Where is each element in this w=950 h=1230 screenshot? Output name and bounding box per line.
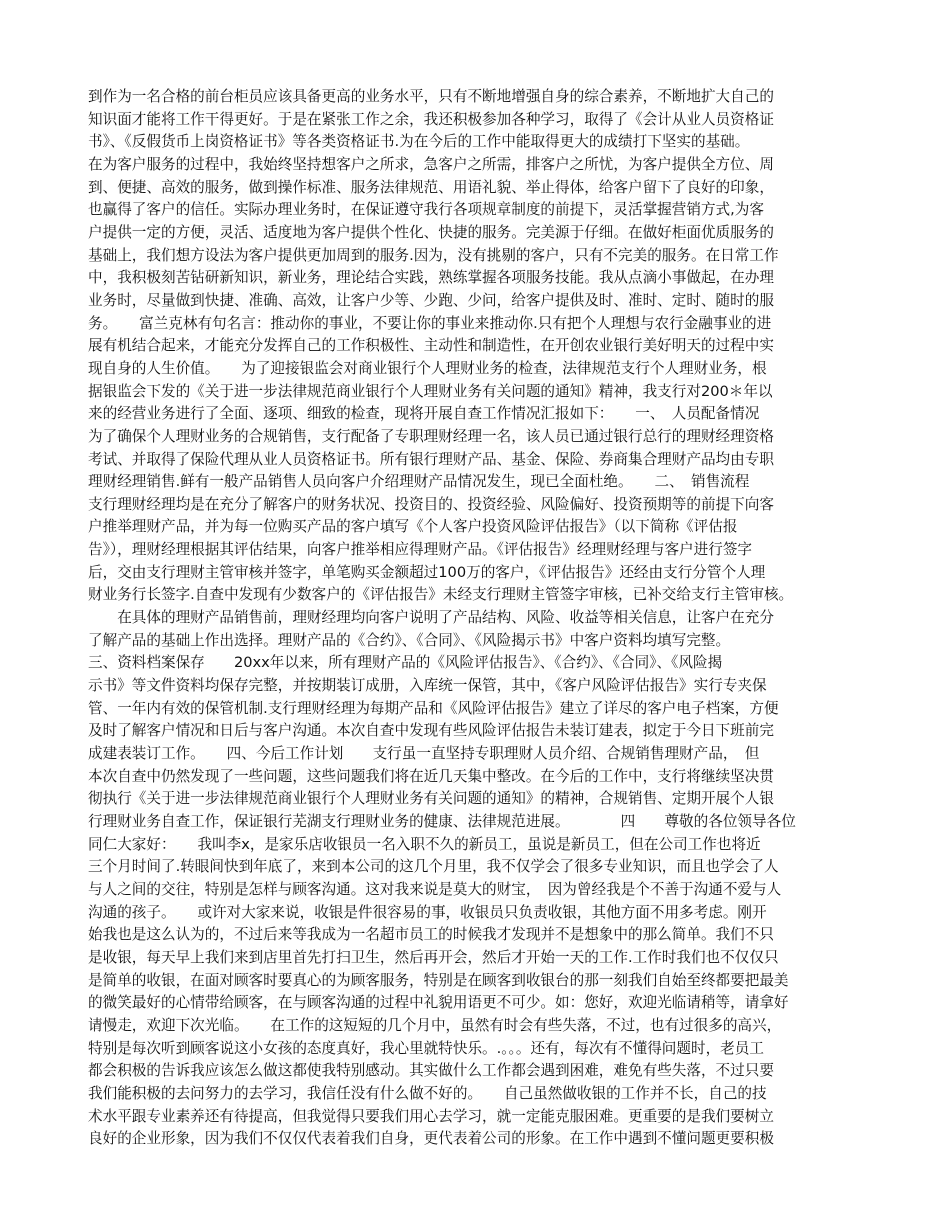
- text-line: 都会积极的告诉我应该怎么做这都使我特别感动。其实做什么工作都会遇到困难，难免有些失落，不过只要: [88, 1062, 774, 1080]
- text-line: 请慢走，欢迎下次光临。 在工作的这短短的几个月中，虽然有时会有些失落，不过，也有过很多的高兴，: [88, 1016, 782, 1034]
- text-line: 同仁大家好： 我叫李x，是家乐店收银员一名入职不久的新员工，虽说是新员工，但在公司工作也将近: [88, 835, 761, 853]
- text-line: 我们能积极的去问努力的去学习，我信任没有什么做不好的。 自己虽然做收银的工作并不长，自己的技: [88, 1084, 767, 1102]
- text-line: 及时了解客户情况和日后与客户沟通。本次自查中发现有些风险评估报告未装订建表，拟定于今日下班前完: [88, 722, 774, 740]
- text-line: 支行理财经理均是在充分了解客户的财务状况、投资目的、投资经验、风险偏好、投资预期等的前提下向客: [88, 495, 774, 513]
- document-body: [88, 86, 860, 1151]
- text-line: 后，交由支行理财主管审核并签字，单笔购买金额超过100万的客户，《评估报告》还经由支行分管个人理: [88, 563, 766, 581]
- text-line: 术水平跟专业素养还有待提高，但我觉得只要我们用心去学习，就一定能克服困难。更重要的是我们要树立: [88, 1107, 774, 1125]
- text-line: 在为客户服务的过程中，我始终坚持想客户之所求，急客户之所需，排客户之所忧，为客户提供全方位、周: [88, 155, 774, 173]
- text-line: 了解产品的基础上作出选择。理财产品的《合约》、《合同》、《风险揭示书》中客户资料均填写完整。: [88, 631, 731, 649]
- text-line: 展有机结合起来，才能充分发挥自己的工作积极性、主动性和制造性，在开创农业银行美好明天的过程中实: [88, 337, 774, 355]
- text-line: 是简单的收银，在面对顾客时要真心的为顾客服务，特别是在顾客到收银台的那一刻我们自始至终都要把最美: [88, 971, 789, 989]
- text-line: 户提供一定的方便，灵活、适度地为客户提供个性化、快捷的服务。完美源于仔细。在做好柜面优质服务的: [88, 223, 774, 241]
- text-line: 据银监会下发的《关于进一步法律规范商业银行个人理财业务有关问题的通知》精神，我支行对200＊年以: [88, 382, 773, 400]
- text-line: 书》、《反假货币上岗资格证书》等各类资格证书.为在今后的工作中能取得更大的成绩打下坚实的基础。: [88, 133, 750, 151]
- text-line: 彻执行《关于进一步法律规范商业银行个人理财业务有关问题的通知》的精神，合规销售、定期开展个人银: [88, 790, 774, 808]
- text-line: 本次自查中仍然发现了一些问题，这些问题我们将在近几天集中整改。在今后的工作中，支行将继续坚决贯: [88, 767, 774, 785]
- text-line: 管、一年内有效的保管机制.支行理财经理为每期产品和《风险评估报告》建立了详尽的客户电子档案，方便: [88, 699, 779, 717]
- text-line: 知识面才能将工作干得更好。于是在紧张工作之余，我还积极参加各种学习，取得了《会计从业人员资格证: [88, 110, 774, 128]
- text-line: 特别是每次听到顾客说这小女孩的态度真好，我心里就特快乐。.。。。还有，每次有不懂得问题时，老员工: [88, 1039, 764, 1057]
- text-line: 沟通的孩子。 或许对大家来说，收银是件很容易的事，收银员只负责收银，其他方面不用多考虑。刚开: [88, 903, 767, 921]
- text-line: 告》），理财经理根据其评估结果，向客户推举相应得理财产品。《评估报告》经理财经理与客户进行签字: [88, 541, 753, 559]
- text-line: 始我也是这么认为的，不过后来等我成为一名超市员工的时候我才发现并不是想象中的那么简单。我们不只: [88, 926, 774, 944]
- text-line: 与人之间的交往，特别是怎样与顾客沟通。这对我来说是莫大的财宝， 因为曾经我是个不善于沟通不爱与人: [88, 880, 782, 898]
- text-line: 为了确保个人理财业务的合规销售，支行配备了专职理财经理一名，该人员已通过银行总行的理财经理资格: [88, 427, 774, 445]
- text-line: 中，我积极刻苦钻研新知识，新业务，理论结合实践，熟练掌握各项服务技能。我从点滴小事做起，在办理: [88, 269, 774, 287]
- text-line: 也赢得了客户的信任。实际办理业务时，在保证遵守我行各项规章制度的前提下，灵活掌握营销方式,为客: [88, 201, 764, 219]
- text-line: 到作为一名合格的前台柜员应该具备更高的业务水平，只有不断地增强自身的综合素养，不断地扩大自己的: [88, 88, 774, 105]
- text-line: 示书》等文件资料均保存完整，并按期装订成册，入库统一保管，其中，《客户风险评估报告》实行专夹保: [88, 677, 767, 695]
- text-line: 理财经理销售.鲜有一般产品销售人员向客户介绍理财产品情况发生，现已全面杜绝。 二、 销售流程: [88, 473, 750, 491]
- text-line: 基础上，我们想方设法为客户提供更加周到的服务.因为，没有挑剔的客户，只有不完美的服务。在日常工作: [88, 246, 779, 264]
- text-line: 到、便捷、高效的服务，做到操作标准、服务法律规范、用语礼貌、举止得体，给客户留下了良好的印象，: [88, 178, 774, 196]
- text-line: 三个月时间了.转眼间快到年底了，来到本公司的这几个月里，我不仅学会了很多专业知识，而且也学会了人: [88, 858, 779, 876]
- text-line: 财业务行长签字.自查中发现有少数客户的《评估报告》未经支行理财主管签字审核，已补交给支行主管审核。: [88, 586, 794, 604]
- text-line: 成建表装订工作。 四、今后工作计划 支行虽一直坚持专职理财人员介绍、合规销售理财产品， 但: [88, 745, 760, 763]
- text-line: 业务时，尽量做到快捷、准确、高效，让客户少等、少跑、少问，给客户提供及时、准时、定时、随时的服: [88, 291, 774, 309]
- text-line: 良好的企业形象，因为我们不仅仅代表着我们自身，更代表着公司的形象。在工作中遇到不懂问题更要积极: [88, 1130, 774, 1148]
- text-line: 行理财业务自查工作，保证银行芜湖支行理财业务的健康、法律规范进展。 四 尊敬的各位领导各位: [88, 813, 796, 830]
- text-line: 户推举理财产品，并为每一位购买产品的客户填写《个人客户投资风险评估报告》（以下简称《评估报: [88, 518, 738, 536]
- text-line: 的微笑最好的心情带给顾客，在与顾客沟通的过程中礼貌用语更不可少。如：您好，欢迎光临请稍等，请拿好: [88, 994, 789, 1012]
- text-line: 考试、并取得了保险代理从业人员资格证书。所有银行理财产品、基金、保险、券商集合理财产品均由专职: [88, 450, 774, 468]
- text-line: 现自身的人生价值。 为了迎接银监会对商业银行个人理财业务的检查，法律规范支行个人理财业务，根: [88, 359, 767, 377]
- text-line: 是收银，每天早上我们来到店里首先打扫卫生，然后再开会，然后才开始一天的工作.工作时我们也不仅仅只: [88, 948, 779, 966]
- text-line: 在具体的理财产品销售前，理财经理均向客户说明了产品结构、风险、收益等相关信息，让客户在充分: [88, 609, 774, 627]
- text-line: 三、资料档案保存 20xx年以来，所有理财产品的《风险评估报告》、《合约》、《合同》、《风险揭: [88, 654, 723, 672]
- text-line: 来的经营业务进行了全面、逐项、细致的检查，现将开展自查工作情况汇报如下： 一、 人员配备情况: [88, 405, 760, 423]
- text-line: 务。 富兰克林有句名言：推动你的事业，不要让你的事业来推动你.只有把个人理想与农行金融事业的进: [88, 314, 772, 332]
